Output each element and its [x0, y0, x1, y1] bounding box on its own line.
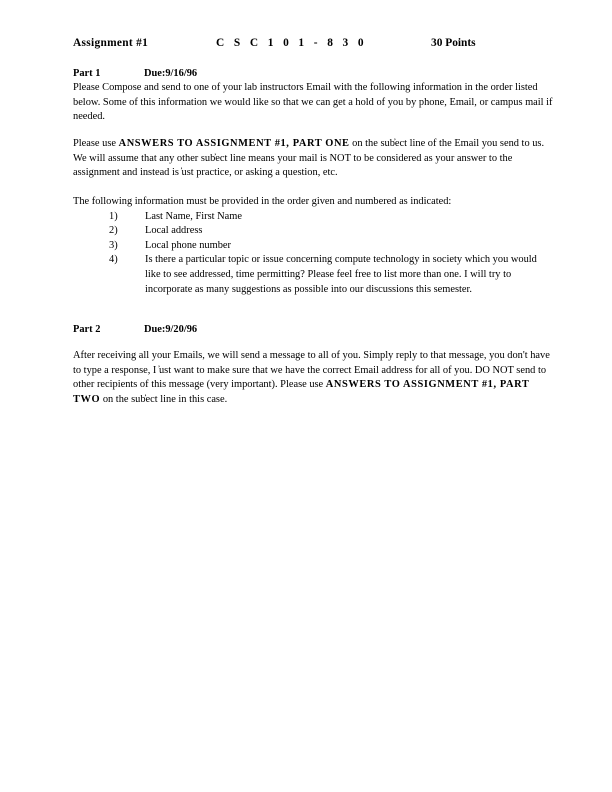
- list-number: 3): [109, 239, 118, 251]
- required-info-list: [73, 210, 553, 298]
- assignment-header: [73, 36, 553, 52]
- list-text: Last Name, First Name: [145, 210, 242, 222]
- list-number: 4): [109, 254, 118, 266]
- list-item: [73, 253, 553, 297]
- part1-due: Due:9/16/96: [144, 68, 198, 79]
- part1-list-section: [73, 195, 553, 297]
- part2-due: Due:9/20/96: [144, 324, 198, 335]
- list-text: Local phone number: [145, 239, 231, 251]
- list-item: [73, 224, 553, 239]
- part2-pre: After receiving all your Emails, we will send a message to all of you. Simply reply to that message, you don't have to type a response, I ̓ust want to make sure that we have the correct Email address for all of you. DO NOT send to other recipients of this message (very important). Please use: [73, 350, 550, 391]
- part2-text: [73, 349, 553, 407]
- part2-body: [73, 349, 553, 407]
- part1-heading: [73, 67, 553, 81]
- part2-heading: [73, 323, 553, 337]
- list-number: 1): [109, 210, 118, 222]
- part2-section: [73, 323, 553, 337]
- part1-intro: Please Compose and send to one of your lab instructors Email with the following information in the order listed below. Some of this information we would like so that we can get a hold of you by phone, Email, or campus mail if needed.: [73, 82, 553, 123]
- part1-subject-paragraph: [73, 137, 553, 181]
- part1-subject-text: [73, 137, 553, 181]
- points-label: 30 Points: [431, 37, 476, 49]
- part2-post: on the sub̓ect line in this case.: [100, 393, 228, 405]
- subject-line-part-two: ANSWERS TO ASSIGNMENT #1, PART TWO: [73, 379, 530, 405]
- assignment-title: Assignment #1: [73, 37, 149, 49]
- list-item: [73, 239, 553, 254]
- part1-list-intro: The following information must be provided in the order given and numbered as indicated:: [73, 196, 452, 207]
- list-text: Is there a particular topic or issue concerning compute technology in society which you would like to see addressed, time permitting? Please feel free to list more than one. I will try to incorporate as many suggestions as possible into our discussions this semester.: [145, 254, 537, 295]
- list-text: Local address: [145, 225, 203, 237]
- part2-label: Part 2: [73, 324, 101, 335]
- part1-label: Part 1: [73, 68, 101, 79]
- course-code: C S C 1 0 1 - 8 3 0: [216, 37, 367, 49]
- subject-post: on the sub̓ect line of the Email you send to us. We will assume that any other sub̓ect line means your mail is NOT to be considered as your answer to the assignment and instead is ̓ust practice, or asking a question, etc.: [73, 138, 545, 179]
- list-item: [73, 210, 553, 225]
- part1-section: [73, 67, 553, 125]
- subject-pre: Please use: [73, 138, 119, 149]
- list-number: 2): [109, 225, 118, 237]
- subject-line-part-one: ANSWERS TO ASSIGNMENT #1, PART ONE: [118, 138, 350, 149]
